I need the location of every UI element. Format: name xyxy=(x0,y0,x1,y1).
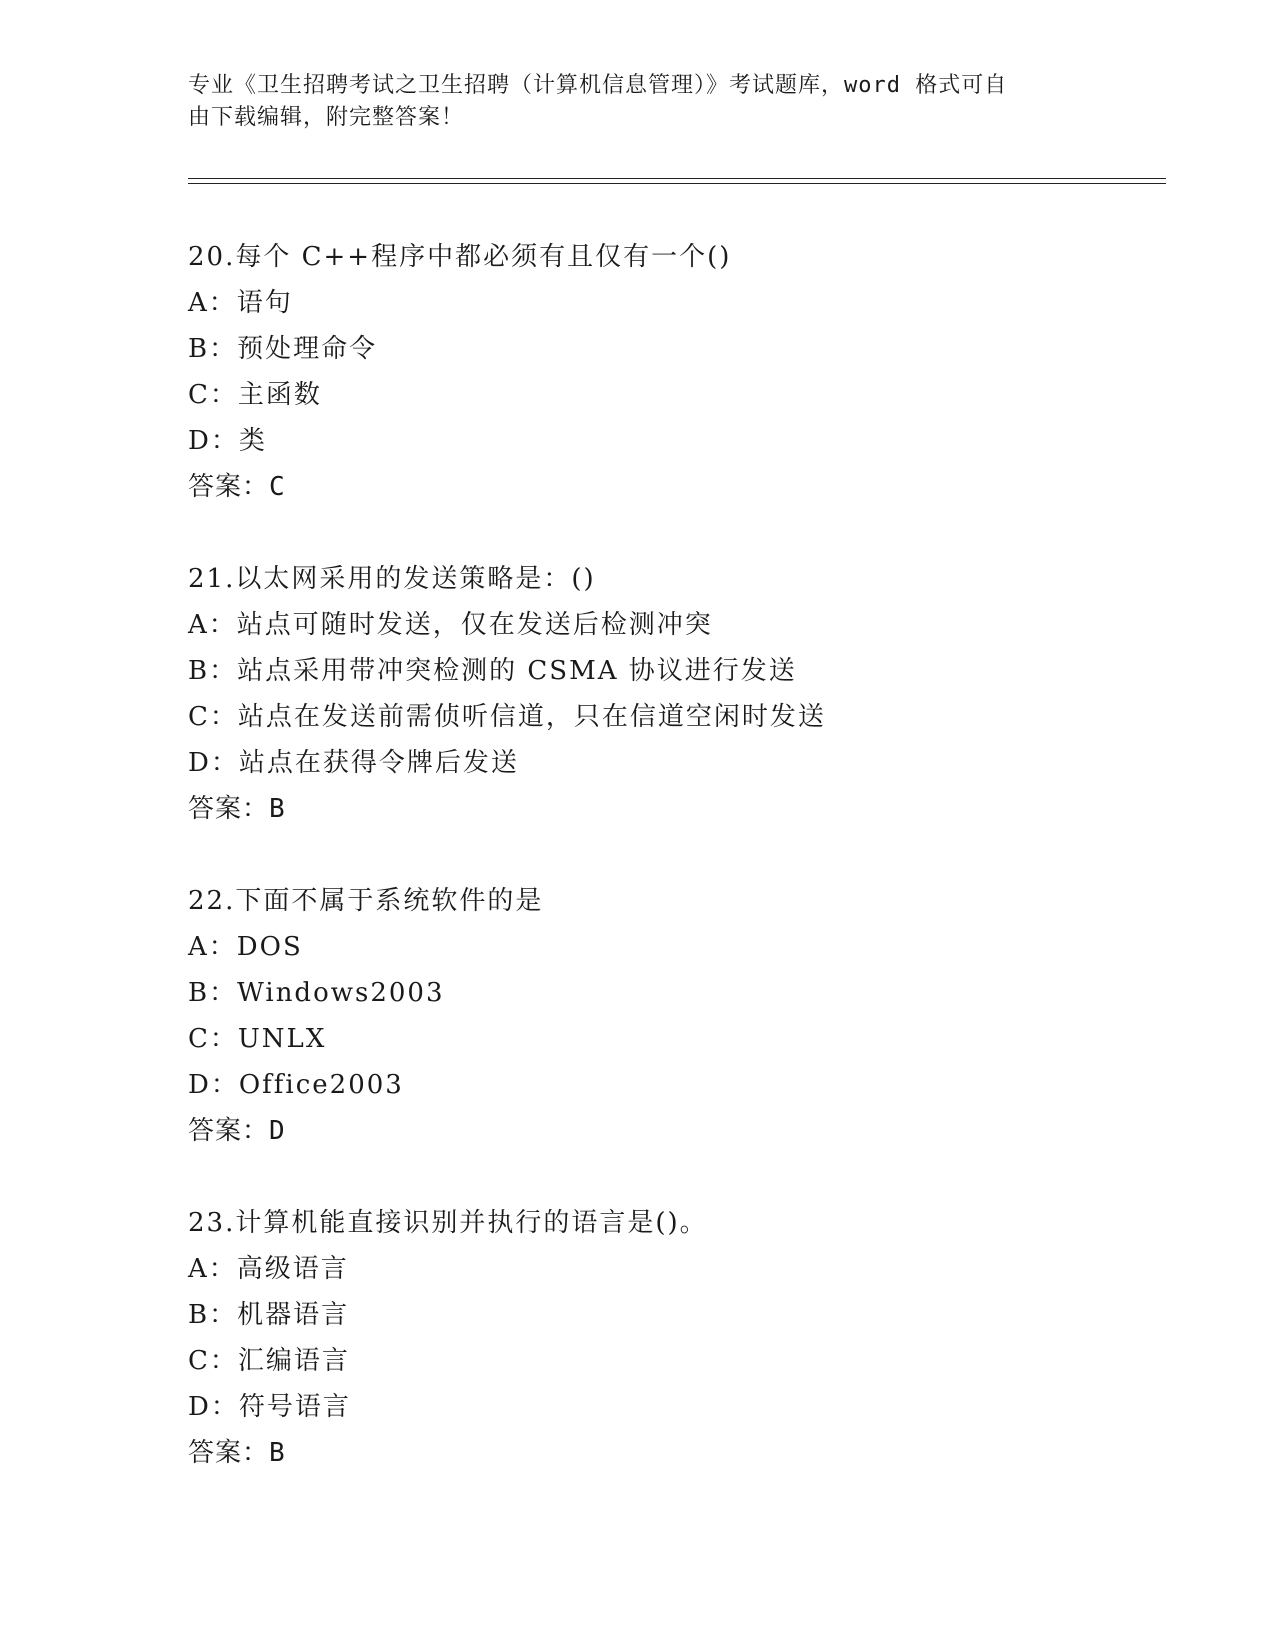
option-a: A：站点可随时发送，仅在发送后检测冲突 xyxy=(188,610,713,640)
question-22 xyxy=(188,878,1188,1154)
option-b: B：预处理命令 xyxy=(188,334,378,364)
question-stem: 21.以太网采用的发送策略是：() xyxy=(188,564,596,594)
option-a: A：语句 xyxy=(188,288,293,318)
header-divider-bottom xyxy=(188,183,1166,184)
question-23 xyxy=(188,1200,1188,1476)
option-a: A：高级语言 xyxy=(188,1254,349,1284)
header-line-2: 由下载编辑，附完整答案！ xyxy=(188,105,465,130)
document-header xyxy=(188,70,1068,134)
option-d: D：站点在获得令牌后发送 xyxy=(188,748,519,778)
question-stem: 22.下面不属于系统软件的是 xyxy=(188,886,544,916)
answer-line: 答案：D xyxy=(188,1116,286,1146)
question-stem: 20.每个 C++程序中都必须有且仅有一个() xyxy=(188,242,732,272)
question-stem: 23.计算机能直接识别并执行的语言是()。 xyxy=(188,1208,708,1238)
answer-line: 答案：B xyxy=(188,794,286,824)
header-line-1: 专业《卫生招聘考试之卫生招聘（计算机信息管理）》考试题库，word 格式可自 xyxy=(188,73,1008,98)
header-divider-top xyxy=(188,178,1166,179)
option-d: D：类 xyxy=(188,426,267,456)
option-b: B：Windows2003 xyxy=(188,978,445,1008)
question-20 xyxy=(188,234,1188,510)
option-c: C：主函数 xyxy=(188,380,322,410)
answer-line: 答案：B xyxy=(188,1438,286,1468)
option-b: B：机器语言 xyxy=(188,1300,350,1330)
option-c: C：UNLX xyxy=(188,1024,327,1054)
option-c: C：汇编语言 xyxy=(188,1346,350,1376)
option-b: B：站点采用带冲突检测的 CSMA 协议进行发送 xyxy=(188,656,797,686)
answer-line: 答案：C xyxy=(188,472,286,502)
option-d: D：符号语言 xyxy=(188,1392,351,1422)
option-a: A：DOS xyxy=(188,932,303,962)
option-c: C：站点在发送前需侦听信道，只在信道空闲时发送 xyxy=(188,702,826,732)
question-21 xyxy=(188,556,1188,832)
option-d: D：Office2003 xyxy=(188,1070,404,1100)
